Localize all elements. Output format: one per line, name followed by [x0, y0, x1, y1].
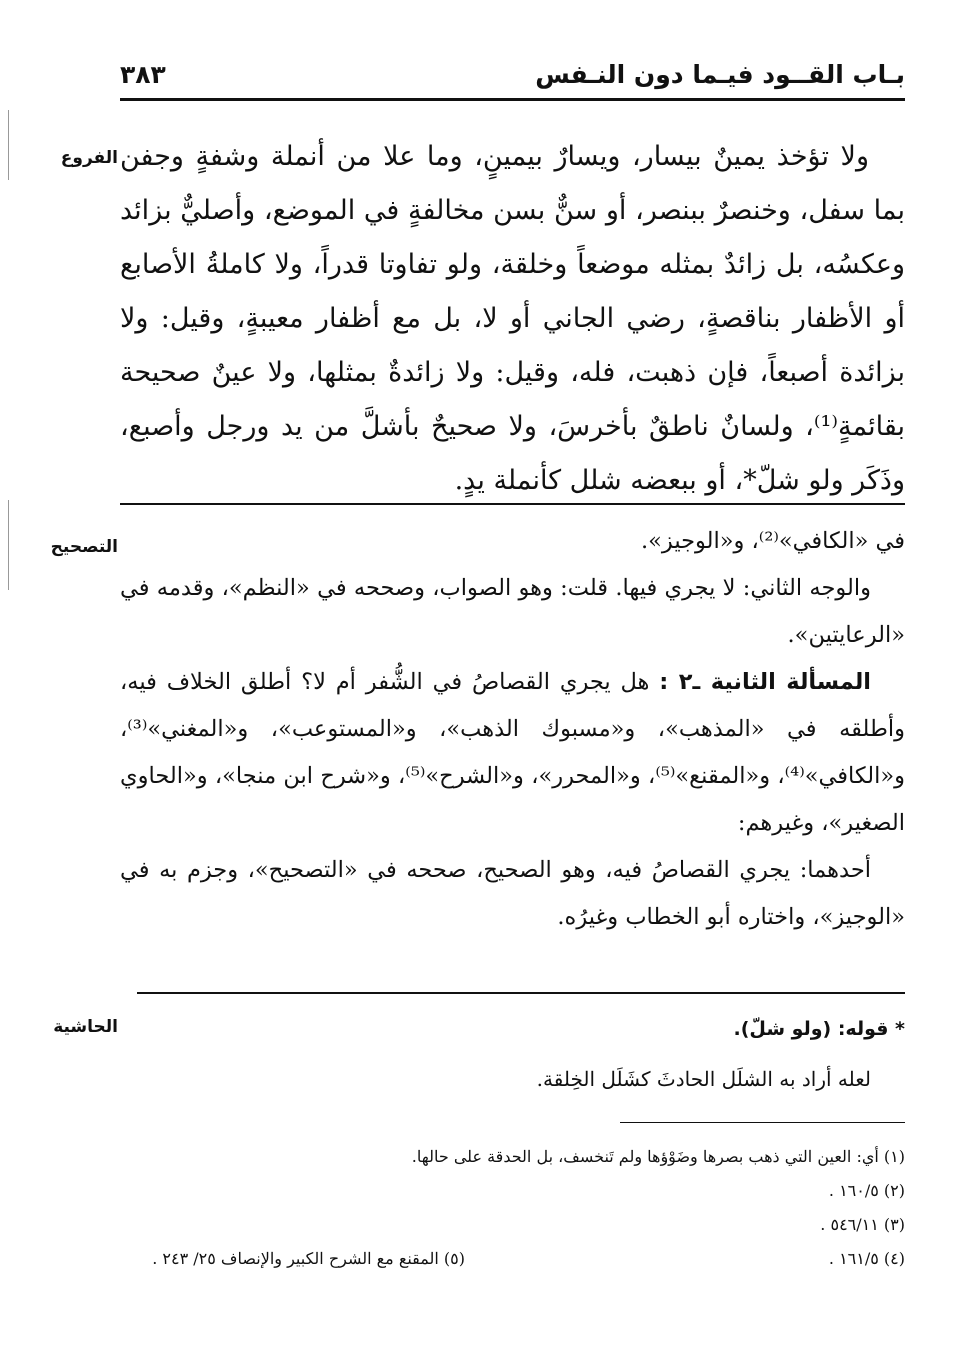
- furu-paragraph: ولا تؤخذ يمينٌ بيسار، ويسارٌ بيمينٍ، وما علا من أنملة وشفةٍ وجفن بما سفل، وخنصرٌ ببنصر، أو سنٌّ بسن مخالفةٍ في الموضع، وأصليٌّ بزائد وعكسُه، بل زائدٌ بمثله موضعاً وخلقة، ولو تفاوتا قدراً، ولا كاملةُ الأصابع أو الأظفار بناقصةٍ، رضي الجاني أو لا، بل مع أظفار معيبةٍ، وقيل: ولا بزائدة أصبعاً، فإن ذهبت، فله، وقيل: ولا زائدةٌ بمثلها، ولا عينٌ صحيحة بقائمةٍ⁽¹⁾، ولسانٌ ناطقٌ بأخرسَ، ولا صحيحٌ بأشلَّ من يد ورجل وأصبع، وذَكَر ولو شلّ*، أو ببعضه شلل كأنملة يدٍ.: [120, 141, 905, 496]
- footnote-3: (٣) ٥٤٦/١١ .: [820, 1215, 905, 1234]
- section-divider: [120, 503, 905, 505]
- label-furu: الفروع: [60, 148, 118, 168]
- footnote-row: [120, 1242, 905, 1276]
- section-divider: [137, 992, 905, 994]
- scan-edge-mark: [8, 110, 9, 180]
- hashiya-section: [120, 1012, 905, 1096]
- footnote-5: (٥) المقنع مع الشرح الكبير والإنصاف ٢٥/ ٢٤٣ .: [152, 1249, 465, 1268]
- label-hashiya: الحاشية: [53, 1017, 118, 1037]
- tashih-paragraph-4: أحدهما: يجري القصاصُ فيه، وهو الصحيح، صححه في «التصحيح»، وجزم به في «الوجيز»، واختاره أبو الخطاب وغيرُه.: [120, 857, 905, 930]
- hashiya-quote: * قوله: (ولو شلّ).: [733, 1018, 905, 1040]
- tashih-paragraph-2: والوجه الثاني: لا يجري فيها. قلت: وهو الصواب، وصححه في «النظم»، وقدمه في «الرعايتين».: [120, 575, 905, 648]
- footnote-2: (٢) ١٦٠/٥ .: [828, 1181, 905, 1200]
- footnote-4: (٤) ١٦١/٥ .: [828, 1249, 905, 1268]
- footnotes: [120, 1140, 905, 1276]
- footnote-1: (١) أي: العين التي ذهب بصرها وضَوْؤها ولم تَنخسف، بل الحدقة على حالها.: [411, 1147, 905, 1166]
- running-header: [120, 58, 905, 101]
- hashiya-text: لعله أراد به الشلَل الحادثَ كشَلَل الخِلقة.: [536, 1067, 871, 1091]
- issue-heading: المسألة الثانية ـ٢ :: [659, 669, 871, 695]
- issue-text: هل يجري القصاصُ في الشُّفر أم لا؟ أطلق الخلاف فيه، وأطلقه في «المذهب»، و«مسبوك الذهب»، و«المستوعب»، و«المغني»⁽³⁾، و«الكافي»⁽⁴⁾، و«المقنع»⁽⁵⁾، و«المحرر»، و«الشرح»⁽⁵⁾، و«شرح ابن منجا»، و«الحاوي الصغير»، وغيرهم:: [120, 669, 906, 836]
- label-tashih: التصحيح: [50, 537, 118, 557]
- scan-edge-mark: [8, 500, 9, 590]
- tashih-paragraph-3: [120, 659, 905, 847]
- furu-section: [120, 130, 905, 508]
- tashih-section: [120, 518, 905, 941]
- footnote-divider: [620, 1122, 905, 1123]
- tashih-paragraph-1: في «الكافي»⁽²⁾، و«الوجيز».: [641, 528, 905, 554]
- chapter-title: بـاب القــود فيـما دون النـفس: [535, 60, 905, 89]
- page-number: ٣٨٣: [120, 60, 166, 89]
